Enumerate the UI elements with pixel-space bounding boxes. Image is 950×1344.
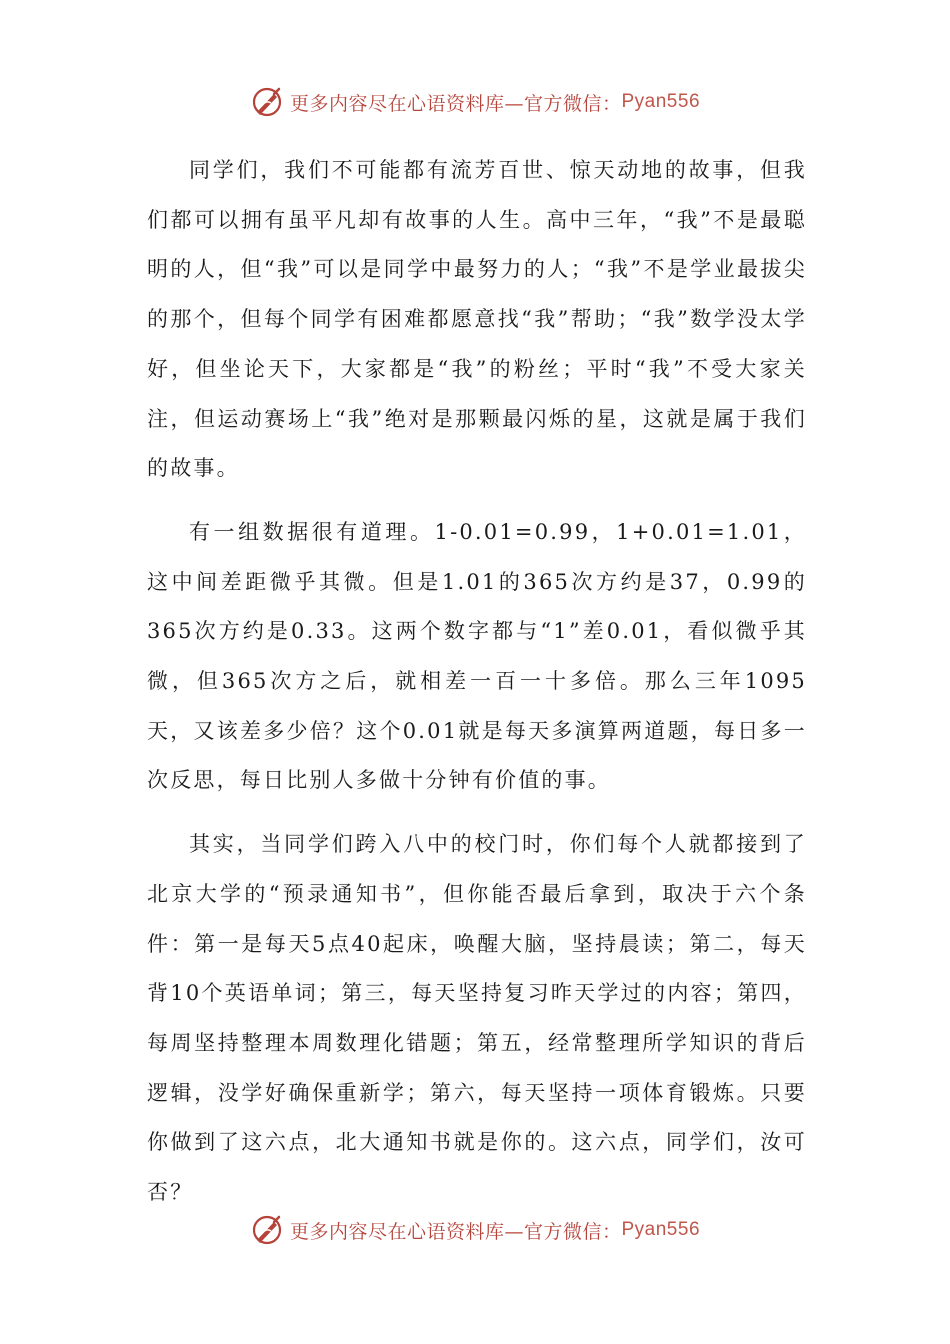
header-wechat-id: Pyan556 xyxy=(621,91,701,112)
paragraph-1: 同学们，我们不可能都有流芳百世、惊天动地的故事，但我们都可以拥有虽平凡却有故事的人生。高中三年，“我”不是最聪明的人，但“我”可以是同学中最努力的人；“我”不是学业最拔尖的那个，但每个同学有困难都愿意找“我”帮助；“我”数学没太学好，但坐论天下，大家都是“我”的粉丝；平时“我”不受大家关注，但运动赛场上“我”绝对是那颗最闪烁的星，这就是属于我们的故事。 xyxy=(147,158,807,481)
pen-logo-icon xyxy=(250,85,284,119)
header-banner xyxy=(0,82,950,122)
header-banner-text: 更多内容尽在心语资料库—官方微信： xyxy=(289,92,622,115)
footer-banner xyxy=(0,1210,950,1250)
document-body xyxy=(147,146,807,1218)
paragraph-3: 其实，当同学们跨入八中的校门时，你们每个人就都接到了北京大学的“预录通知书”，但你能否最后拿到，取决于六个条件：第一是每天5点40起床，唤醒大脑，坚持晨读；第二，每天背10个英语单词；第三，每天坚持复习昨天学过的内容；第四，每周坚持整理本周数理化错题；第五，经常整理所学知识的背后逻辑，没学好确保重新学；第六，每天坚持一项体育锻炼。只要你做到了这六点，北大通知书就是你的。这六点，同学们，汝可否？ xyxy=(147,832,807,1205)
footer-wechat-id: Pyan556 xyxy=(621,1219,701,1240)
footer-banner-text: 更多内容尽在心语资料库—官方微信： xyxy=(289,1220,622,1243)
pen-logo-icon xyxy=(250,1213,284,1247)
paragraph-2: 有一组数据很有道理。1-0.01=0.99，1+0.01=1.01，这中间差距微乎其微。但是1.01的365次方约是37，0.99的365次方约是0.33。这两个数字都与“1”差0.01，看似微乎其微，但365次方之后，就相差一百一十多倍。那么三年1095天，又该差多少倍？这个0.01就是每天多演算两道题，每日多一次反思，每日比别人多做十分钟有价值的事。 xyxy=(147,519,807,793)
